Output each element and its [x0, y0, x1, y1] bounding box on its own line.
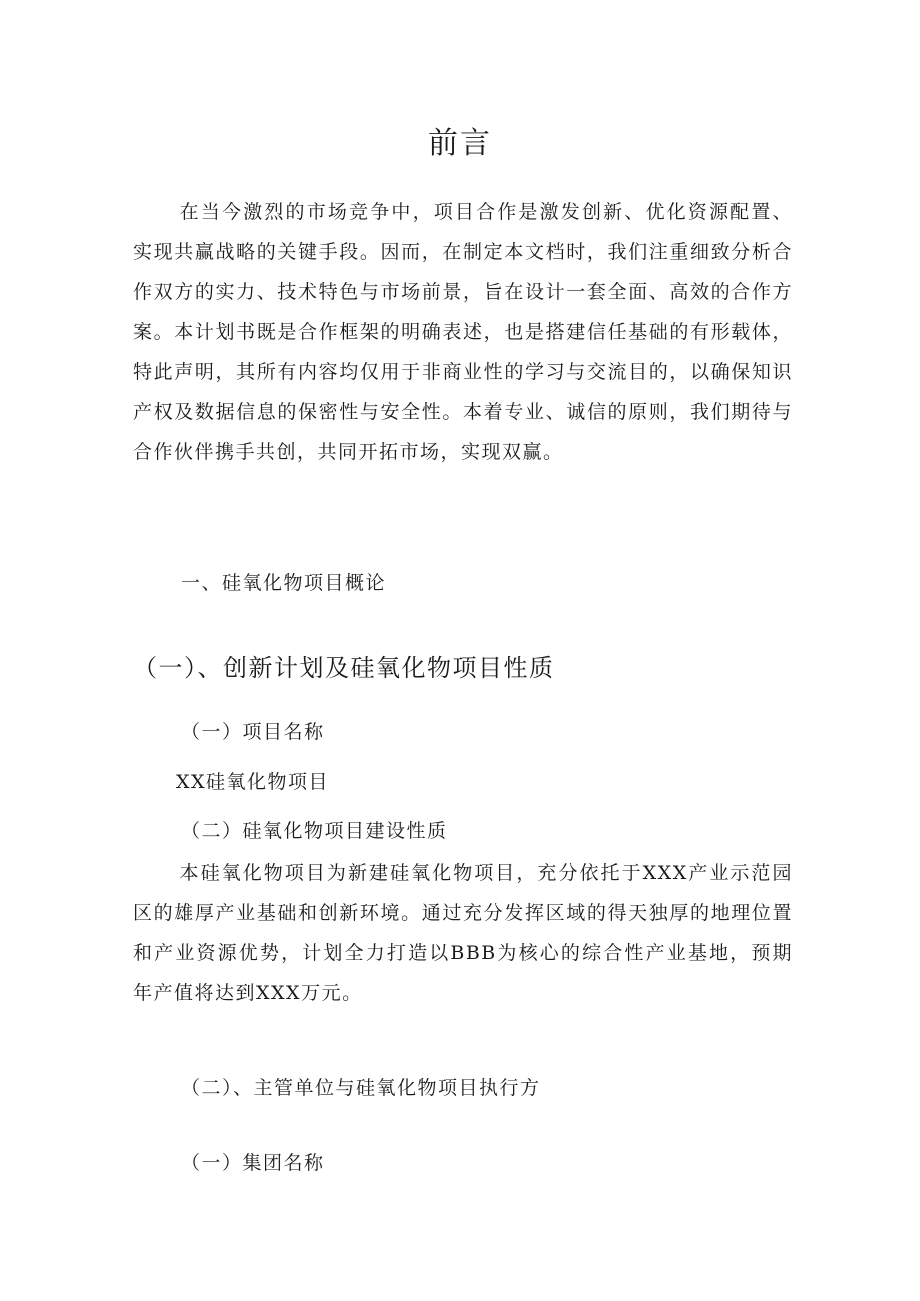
chapter-heading: 一、硅氧化物项目概论	[181, 572, 387, 594]
item-heading-project-name: （一）项目名称	[181, 721, 325, 743]
construction-nature-text: 本硅氧化物项目为新建硅氧化物项目，充分依托于XXX产业示范园区的雄厚产业基础和创新环境。通过充分发挥区域的得天独厚的地理位置和产业资源优势，计划全力打造以BBB为核心的综合性产业基地，预期年产值将达到XXX万元。	[133, 862, 793, 1004]
section-heading-2: （二）、主管单位与硅氧化物项目执行方	[181, 1077, 541, 1099]
page-title: 前言	[428, 126, 492, 161]
section-heading-1: （一）、创新计划及硅氧化物项目性质	[133, 654, 555, 682]
item-heading-construction-nature: （二）硅氧化物项目建设性质	[181, 820, 448, 842]
preface-paragraph	[133, 192, 793, 472]
construction-nature-paragraph	[133, 853, 793, 1013]
preface-text: 在当今激烈的市场竞争中，项目合作是激发创新、优化资源配置、实现共赢战略的关键手段。因而，在制定本文档时，我们注重细致分析合作双方的实力、技术特色与市场前景，旨在设计一套全面、高效的合作方案。本计划书既是合作框架的明确表述，也是搭建信任基础的有形载体，特此声明，其所有内容均仅用于非商业性的学习与交流目的，以确保知识产权及数据信息的保密性与安全性。本着专业、诚信的原则，我们期待与合作伙伴携手共创，共同开拓市场，实现双赢。	[133, 201, 793, 463]
project-name-value: XX硅氧化物项目	[176, 771, 330, 793]
item-heading-group-name: （一）集团名称	[181, 1152, 325, 1174]
